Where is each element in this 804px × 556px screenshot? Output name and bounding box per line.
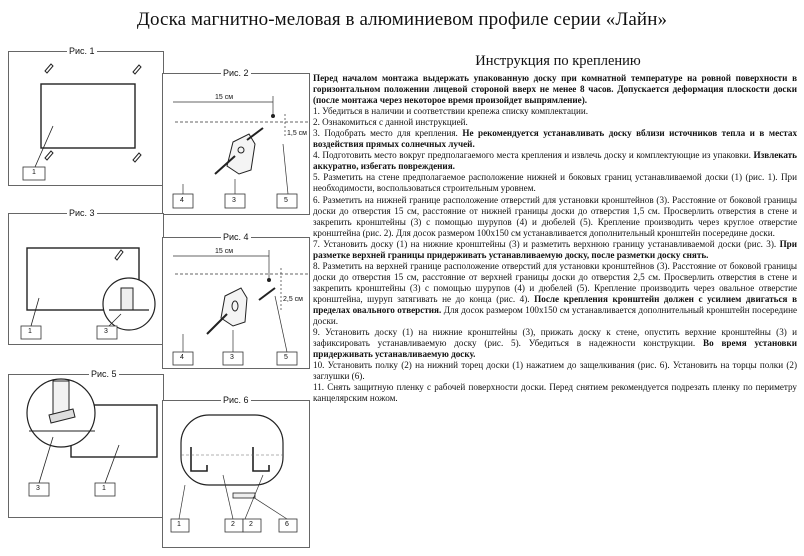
step-3: 3. Подобрать место для крепления. Не рекомендуется устанавливать доску вблизи источников тепла и в местах воздействия прямых солнечных лучей. bbox=[313, 128, 798, 150]
figure-6-label-shelf-a: 2 bbox=[231, 521, 235, 528]
figure-1-label-board: 1 bbox=[32, 169, 36, 176]
figure-4-label-bracket: 3 bbox=[230, 354, 234, 361]
step-5: 5. Разметить на стене предполагаемое расположение нижней и боковых границ устанавливаемой доски (1) (рис. 1). При необходимости, воспользоваться строительным уровнем. bbox=[313, 172, 797, 194]
step-6: 6. Разметить на нижней границе расположение отверстий для установки кронштейнов (3). Расстояние от боковой границы доски до отверстия 15 см, расстояние от нижней границы доски до отверстия 1,5 см. Просверлить отверстия в стене и закрепить кронштейны (3) с помощью шурупов (4) и дюбелей (5). Крепление производить через круглое отверстие кронштейна (рис. 2). Для досок размером 100х150 см устанавливается дополнительный кронштейн посередине доски. bbox=[313, 194, 797, 238]
figure-3 bbox=[8, 208, 164, 345]
figure-4-dim-horizontal: 15 см bbox=[215, 248, 234, 255]
figure-4-dim-vertical: 2,5 см bbox=[283, 296, 303, 303]
figure-5-drawing bbox=[9, 375, 163, 517]
figure-5 bbox=[8, 369, 164, 518]
figure-2-label-dowel: 5 bbox=[284, 197, 288, 204]
step-7: 7. Установить доску (1) на нижние кронштейны (3) и разметить верхнюю границу устанавливаемой доски (рис. 3). При разметке верхней границы придерживать устанавливаемую доску, после разметки доску снять. bbox=[313, 238, 797, 260]
step-4: 4. Подготовить место вокруг предполагаемого места крепления и извлечь доску и комплектующие из упаковки. Извлекать аккуратно, избегать повреждения. bbox=[313, 150, 797, 172]
figure-2-dim-horizontal: 15 см bbox=[215, 94, 234, 101]
figure-2 bbox=[162, 68, 310, 215]
step-2: 2. Ознакомиться с данной инструкцией. bbox=[313, 117, 468, 128]
figure-6-caption: Рис. 6 bbox=[223, 395, 249, 405]
figure-1-drawing bbox=[9, 52, 163, 185]
figure-4 bbox=[162, 232, 310, 369]
figure-3-drawing bbox=[9, 214, 163, 344]
figure-4-label-dowel: 5 bbox=[284, 354, 288, 361]
figure-1-caption: Рис. 1 bbox=[69, 46, 95, 56]
step-1: 1. Убедиться в наличии и соответствии крепежа списку комплектации. bbox=[313, 106, 588, 117]
figure-5-caption: Рис. 5 bbox=[91, 369, 117, 379]
figure-4-drawing bbox=[163, 238, 309, 368]
figure-5-label-board: 1 bbox=[102, 485, 106, 492]
step-9: 9. Установить доску (1) на нижние кронштейны (3), прижать доску к стене, опустить верхние кронштейны (3) и зафиксировать устанавливаемую доску (рис. 5). Убедиться в надежности конструкции. Во время установки придерживать устанавливаемую доску. bbox=[313, 327, 797, 360]
step-10: 10. Установить полку (2) на нижний торец доски (1) нажатием до защелкивания (рис. 6). Установить на торцы полки (2) заглушки (6). bbox=[313, 360, 797, 382]
step-8: 8. Разметить на верхней границе расположение отверстий для установки кронштейнов (3). Расстояние от боковой границы доски до отверстия 15 см, расстояние от верхней границы доски до отверстия 2,5 см. Просверлить отверстия в стене и закрепить кронштейны (3) с помощью шурупов (4) и дюбелей (5). Крепление производить через овальное отверстие кронштейна, шуруп затягивать не до конца (рис. 4). После крепления кронштейн должен с усилием двигаться в пределах овального отверстия. Для досок размером 100х150 см устанавливается дополнительный кронштейн посередине доски. bbox=[313, 260, 797, 327]
figure-2-drawing bbox=[163, 74, 309, 214]
instructions-body bbox=[313, 73, 797, 404]
figure-6-label-shelf-b: 2 bbox=[249, 521, 253, 528]
figure-4-caption: Рис. 4 bbox=[223, 232, 249, 242]
step-11: 11. Снять защитную пленку с рабочей поверхности доски. Перед снятием рекомендуется подрезать пленку по периметру канцелярским ножом. bbox=[313, 382, 797, 404]
instructions-heading: Инструкция по креплению bbox=[475, 53, 641, 69]
figure-3-caption: Рис. 3 bbox=[69, 208, 95, 218]
figure-6-label-cap: 6 bbox=[285, 521, 289, 528]
figure-1 bbox=[8, 46, 164, 186]
figure-5-label-bracket: 3 bbox=[36, 485, 40, 492]
figure-6-label-board: 1 bbox=[177, 521, 181, 528]
figure-6 bbox=[162, 395, 310, 548]
figure-2-label-bracket: 3 bbox=[232, 197, 236, 204]
figure-2-caption: Рис. 2 bbox=[223, 68, 249, 78]
figure-2-dim-vertical: 1,5 см bbox=[287, 130, 307, 137]
figure-2-label-screw: 4 bbox=[180, 197, 184, 204]
figure-3-label-board: 1 bbox=[28, 328, 32, 335]
figure-4-label-screw: 4 bbox=[180, 354, 184, 361]
page-title: Доска магнитно-меловая в алюминиевом профиле серии «Лайн» bbox=[136, 9, 668, 30]
figure-3-label-bracket: 3 bbox=[104, 328, 108, 335]
instructions-intro: Перед началом монтажа выдержать упакованную доску при комнатной температуре на ровной поверхности в горизонтальном положении лицевой стороной вверх не менее 8 часов. Допускается деформация плоскости доски (после монтажа через некоторое время произойдет выпрямление). bbox=[313, 73, 797, 106]
